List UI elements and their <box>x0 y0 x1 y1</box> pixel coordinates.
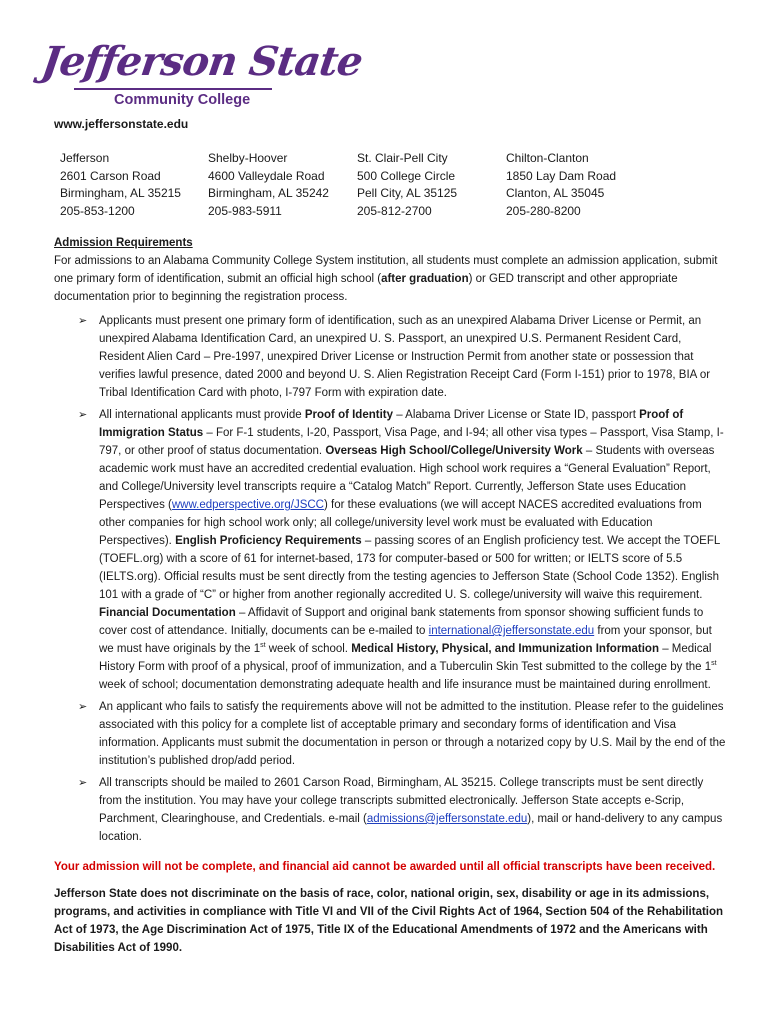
international-email-link[interactable]: international@jeffersonstate.edu <box>428 625 595 637</box>
admissions-email-link[interactable]: admissions@jeffersonstate.edu <box>366 813 528 825</box>
campus-st-clair-pell-city <box>357 150 457 220</box>
logo-script-text: Jefferson State <box>38 38 366 85</box>
campus-chilton-clanton <box>506 150 616 220</box>
arrow-bullet-icon: ➢ <box>78 409 88 421</box>
campus-shelby-hoover <box>208 150 329 220</box>
section-heading: Admission Requirements <box>54 237 193 249</box>
campus-city: Birmingham, AL 35242 <box>208 186 329 200</box>
website-url: www.jeffersonstate.edu <box>54 117 189 131</box>
intro-paragraph: For admissions to an Alabama Community College System institution, all students must complete an admission application, submit one primary form of identification, submit an official high school (after graduation) or GED transcript and other appropriate documentation prior to beginning the registration process. <box>54 255 718 303</box>
campus-phone: 205-983-5911 <box>208 203 282 218</box>
college-logo <box>38 38 366 118</box>
campus-addresses <box>60 150 740 222</box>
campus-name: Chilton-Clanton <box>506 151 589 165</box>
nondiscrimination-statement: Jefferson State does not discriminate on the basis of race, color, national origin, sex, disability or age in its admissions, programs, and activities in compliance with Title VI and VII of the Civil Rights Act of 1964, Section 504 of the Rehabilitation Act of 1973, the Age Discrimination Act of 1975, Title IX of the Educational Amendments of 1972 and the Americans with Disabilities Act of 1990. <box>54 888 724 954</box>
requirements-list <box>54 312 726 846</box>
campus-city: Clanton, AL 35045 <box>506 186 605 200</box>
campus-name: St. Clair-Pell City <box>357 151 448 165</box>
campus-name: Shelby-Hoover <box>208 151 288 165</box>
campus-street: 2601 Carson Road <box>60 168 161 183</box>
identification-requirement: Applicants must present one primary form of identification, such as an unexpired Alabama Driver License or Permit, an unexpired Alabama Identification Card, an unexpired U. S. Passport, an unexpired U.S. Permanent Resident Card, Resident Alien Card – Pre-1997, unexpired Driver License or Instruction Permit from another state or possession that verifies lawful presence, dated 2000 and beyond U. S. Alien Registration Receipt Card (Form I-151) prior to 1978, BIA or Tribal Identification Card with photo, I-797 Form with expiration date. <box>99 315 711 399</box>
campus-city: Pell City, AL 35125 <box>357 186 458 200</box>
campus-street: 1850 Lay Dam Road <box>506 168 617 183</box>
campus-phone: 205-812-2700 <box>357 203 432 218</box>
list-item <box>54 312 726 402</box>
arrow-bullet-icon: ➢ <box>78 315 88 327</box>
list-item <box>54 406 726 694</box>
campus-phone: 205-853-1200 <box>60 203 135 218</box>
campus-city: Birmingham, AL 35215 <box>60 186 181 200</box>
arrow-bullet-icon: ➢ <box>78 701 88 713</box>
list-item <box>54 774 726 846</box>
admission-requirements <box>54 234 726 850</box>
logo-rule <box>74 88 272 90</box>
edperspective-link[interactable]: www.edperspective.org/JSCC <box>171 499 324 511</box>
transcript-notice: Your admission will not be complete, and financial aid cannot be awarded until all official transcripts have been received. <box>54 861 716 873</box>
campus-street: 500 College Circle <box>357 168 456 183</box>
international-requirements: All international applicants must provide Proof of Identity – Alabama Driver License or State ID, passport Proof of Immigration Status – For F-1 students, I-20, Passport, Visa Page, and I-94; all other visa types – Passport, Visa Stamp, I-797, or other proof of status documentation. Overseas High School/College/University Work – Students with overseas academic work must have an accredited credential evaluation. High school work requires a “General Evaluation” Report, and College/University level transcripts require a “Catalog Match” Report. Currently, Jefferson State uses Education Perspectives (www.edperspective.org/JSCC) for these evaluations (we will accept NACES accredited evaluations from other companies for high school work only; all college/university level work must be evaluated with Education Perspectives). English Proficiency Requirements – passing scores of an English proficiency test. We accept the TOEFL (TOEFL.org) with a score of 61 for internet-based, 173 for computer-based or 500 for written; or IELTS score of 5.5 (IELTS.org). Official results must be sent directly from the testing agencies to Jefferson State (School Code 1352). English 101 with a grade of “C” or higher from another regionally accredited U. S. college/university will waive this requirement. Financial Documentation – Affidavit of Support and original bank statements from sponsor showing sufficient funds to cover cost of attendance. Initially, documents can be e-mailed to international@jeffersonstate.edu from your sponsor, but we must have originals by the 1st week of school. Medical History, Physical, and Immunization Information – Medical History Form with proof of a physical, proof of immunization, and a Tuberculin Skin Test submitted to the college by the 1st week of school; documentation demonstrating adequate health and life insurance must be maintained during enrollment. <box>99 409 724 691</box>
arrow-bullet-icon: ➢ <box>78 777 88 789</box>
campus-phone: 205-280-8200 <box>506 203 581 218</box>
campus-jefferson <box>60 150 181 220</box>
campus-street: 4600 Valleydale Road <box>208 168 325 183</box>
campus-name: Jefferson <box>60 151 110 165</box>
logo-subtitle: Community College <box>114 92 251 108</box>
admission-failure-notice: An applicant who fails to satisfy the requirements above will not be admitted to the institution. Please refer to the guidelines associated with this policy for a complete list of acceptable primary and secondary forms of identification and Visa information. Applicants must submit the documentation in person or through a notarized copy by U.S. Mail by the end of the institution’s published drop/add period. <box>99 701 726 767</box>
transcripts-requirement: All transcripts should be mailed to 2601 Carson Road, Birmingham, AL 35215. College transcripts must be sent directly from the institution. You may have your college transcripts submitted electronically. Jefferson State accepts e-Scrip, Parchment, Clearinghouse, and Credentials. e-mail (admissions@jeffersonstate.edu), mail or hand-delivery to any campus location. <box>99 777 723 843</box>
list-item <box>54 698 726 770</box>
